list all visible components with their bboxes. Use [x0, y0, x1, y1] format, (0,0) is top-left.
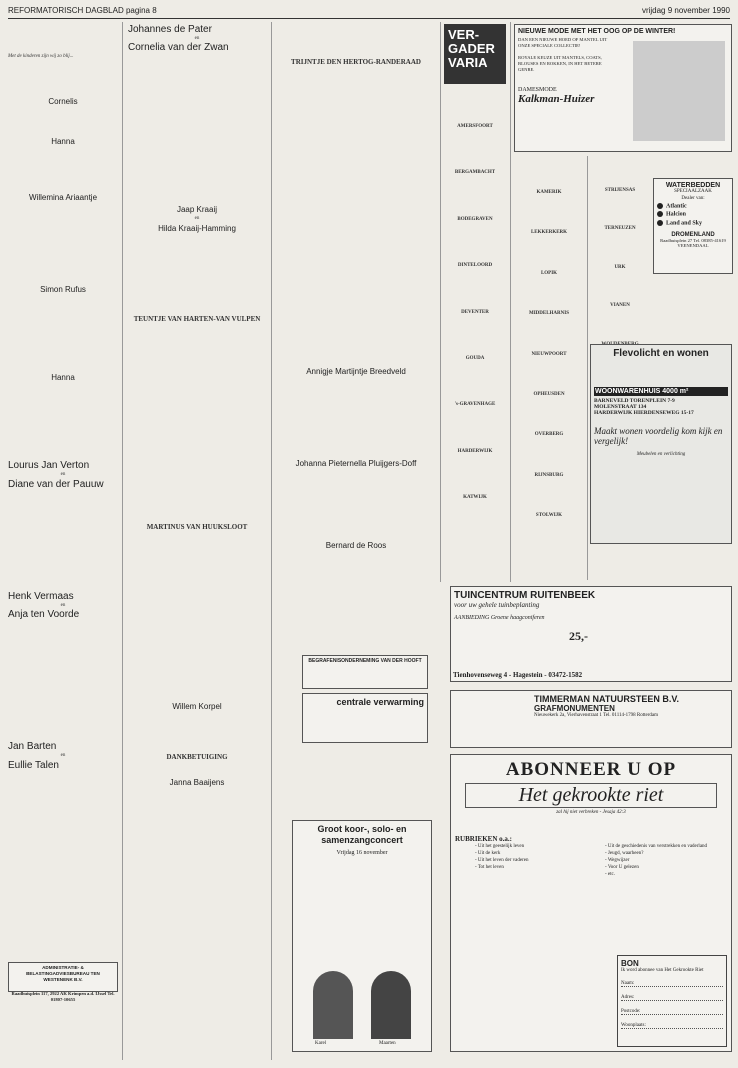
meeting-place: BERGAMBACHT	[454, 170, 496, 176]
rubriek-item: - Uit het geestelijk leven	[475, 844, 525, 849]
meeting-list	[514, 190, 584, 520]
photo-caption: Karel	[315, 1041, 327, 1046]
header-left: REFORMATORISCH DAGBLAD pagina 8	[8, 6, 157, 15]
rubriek-list	[605, 843, 715, 878]
meeting-place: STOLWIJK	[535, 513, 563, 519]
advertisement-timmerman	[450, 690, 732, 748]
advertisement-fashion	[514, 24, 732, 152]
announcement-name: Eullie Talen	[8, 759, 59, 771]
rubriek-item: - Tot het leven	[475, 865, 504, 870]
meeting-place: KAMERIK	[536, 190, 562, 195]
ad-subtitle: GRAFMONUMENTEN	[534, 704, 615, 713]
ad-text: ROYALE KEUZE UIT MANTELS, COATS, BLOUSES EN ROKKEN, IN HET BETERE GENRE.	[518, 55, 602, 72]
page-header	[8, 4, 730, 19]
meeting-place: MIDDELHARNIS	[528, 311, 569, 317]
obituary-name: TRIJNTJE DEN HERTOG-RANDERAAD	[291, 58, 421, 66]
form-field[interactable]: Woonplaats:	[621, 1023, 723, 1029]
advertisement-waterbedden	[653, 178, 733, 274]
ad-date: Vrijdag 16 november	[336, 850, 388, 856]
rubriek-item: - Uit de geschiedenis van verstrekken en vaderland	[605, 844, 708, 849]
rubriek-item: - Voor U gelezen	[605, 865, 639, 870]
advertisement-heating	[302, 693, 428, 743]
ad-address: Tienhovenseweg 4 - Hagestein - 03472-1582	[453, 671, 583, 679]
photo-caption: Maarten	[379, 1041, 396, 1046]
meeting-place: LEKKERKERK	[530, 230, 568, 236]
meeting-place: HARDERWIJK	[457, 448, 493, 454]
ad-slogan: Maakt wonen voordelig kom kijk en vergelijk!	[594, 426, 723, 446]
column-5a	[514, 156, 584, 580]
advertisement-flevolicht	[590, 344, 732, 544]
obituary-name: Annigje Martijntje Breedveld	[306, 367, 406, 376]
form-title: BON	[621, 959, 639, 968]
advertisement-abonneer	[450, 754, 732, 1052]
ad-script: Het gekrookte riet	[465, 783, 717, 808]
meeting-place: NIEUWPOORT	[531, 351, 567, 357]
meeting-place: VIANEN	[610, 303, 630, 309]
ad-title: Groot koor-, solo- en samenzangconcert	[317, 824, 407, 845]
rubriek-item: - etc.	[605, 872, 615, 877]
brand-list	[657, 203, 729, 226]
brand-item: Land and Sky	[657, 220, 729, 226]
meeting-place: OPHEUSDEN	[533, 392, 565, 398]
obituary-name: MARTINUS VAN HUUKSLOOT	[146, 522, 248, 531]
ad-subtitle: DAN EEN NIEUWE HOED OF MANTEL UIT ONZE SPECIALE COLLECTIE!	[518, 37, 608, 48]
meeting-list	[444, 124, 506, 502]
column-4	[444, 24, 506, 580]
meeting-list	[590, 188, 650, 348]
column-rule	[510, 22, 511, 582]
meeting-place: DINTELOORD	[457, 263, 493, 269]
ad-title: WATERBEDDEN	[665, 182, 721, 189]
section-title: VER-GADER VARIA	[444, 24, 506, 84]
column-rule	[587, 156, 588, 580]
announcement-name: Diane van der Pauuw	[8, 478, 104, 490]
announcement-name: Hanna	[51, 137, 75, 147]
meeting-place: STRIJENSAS	[604, 188, 636, 193]
announcement-en: en	[60, 753, 66, 759]
obituary-name: Willem Korpel	[172, 701, 222, 711]
brand-item: Atlantic	[657, 203, 729, 209]
ad-subtitle: voor uw gehele tuinbeplanting	[454, 601, 540, 609]
ad-title: ABONNEER U OP	[505, 759, 677, 780]
ad-title: Flevolicht en wonen	[613, 348, 709, 359]
ad-footer: Meubelen en verlichting	[636, 452, 686, 457]
ad-address: Raadhuisplein 27 Tel. 08385-41619 VEENENDAAL	[660, 238, 726, 249]
form-field[interactable]: Naam:	[621, 981, 723, 987]
meeting-place: 's-GRAVENHAGE	[454, 402, 496, 408]
column-2: Johannes de Pater en Cornelia van der Zwan Jaap Kraaij en Hilda Kraaij-Hamming TEUNTJE VAN HARTEN-VAN VULPEN MARTINUS VAN HUUKSLOOT Willem Korpel DANKBETUIGING Janna Baaijens	[128, 24, 266, 1056]
ad-title: BEGRAFENISONDERNEMING VAN DER HOOFT	[308, 658, 422, 664]
ad-address: HARDERWIJK HIERDENSEWEG 15-17	[594, 410, 694, 416]
advertisement-bureau	[8, 962, 118, 1002]
column-rule	[440, 22, 441, 582]
announcement-en: en	[60, 602, 66, 608]
ad-label: RUBRIEKEN o.a.:	[455, 835, 512, 843]
meeting-place: LOPIK	[540, 270, 558, 276]
announcement-name: Jan Barten	[8, 741, 57, 753]
fashion-photo	[633, 41, 725, 141]
announcement-name: Simon Rufus	[40, 285, 86, 295]
ad-title: TIMMERMAN NATUURSTEEN B.V.	[534, 694, 680, 704]
advertisement-tuincentrum	[450, 586, 732, 682]
announcement-text: Met de kinderen zijn wij zo blij...	[8, 54, 74, 59]
meeting-place: OVERBERG	[534, 432, 564, 438]
meeting-place: TERNEUZEN	[604, 226, 636, 232]
ad-price: 25,-	[569, 629, 588, 643]
ad-title: centrale verwarming	[336, 697, 424, 707]
ad-title: TUINCENTRUM RUITENBEEK	[454, 590, 596, 601]
rubriek-item: - Wegwijzer	[605, 858, 630, 863]
announcement-name: Cornelis	[48, 97, 78, 107]
ad-address: Nieuwekerk 2a, Vierhavenstraat 1 Tel. 01114-1798 Rotterdam	[534, 713, 659, 718]
form-fields	[621, 981, 723, 1029]
obituary-name: Johannes de Pater	[128, 24, 212, 35]
ad-label: Dealer van:	[681, 196, 705, 201]
meeting-place: KATWIJK	[463, 495, 487, 501]
rubriek-item: - Jeugd, waarheen?	[605, 851, 644, 856]
announcement-name: Hanna	[51, 373, 75, 383]
bullet-icon	[657, 203, 663, 209]
rubriek-item: - Uit het leven der vaderen	[475, 858, 529, 863]
meeting-place: BODEGRAVEN	[457, 216, 493, 222]
ad-address: Raadhuisplein 117, 2922 AK Krimpen a.d. IJssel Tel. 01807-10655	[11, 991, 115, 1002]
obituary-name: Bernard de Roos	[325, 541, 387, 550]
form-text: Ik word abonnee van Het Gekrookte Riet	[621, 968, 704, 973]
section-heading: DANKBETUIGING	[166, 752, 228, 761]
bullet-icon	[657, 220, 663, 226]
ad-subtitle: WOONWARENHUIS 4000 m²	[594, 387, 728, 396]
announcement-name: Lourus Jan Verton	[8, 460, 90, 472]
brand-item: Halcion	[657, 211, 729, 217]
meeting-place: GOUDA	[465, 356, 485, 362]
advertisement-concert	[292, 820, 432, 1052]
meeting-place: AMERSFOORT	[457, 124, 493, 129]
ad-verse: zal hij niet verbreken - Jesaja 42:3	[556, 810, 626, 815]
subscription-form	[617, 955, 727, 1047]
rubriek-item: - Uit de kerk	[475, 851, 501, 856]
person-photo	[371, 971, 411, 1039]
ad-brand: Kalkman-Huizer	[518, 93, 595, 105]
column-1	[8, 24, 118, 1056]
announcement-en: en	[60, 472, 66, 478]
announcement-name: Henk Vermaas	[8, 590, 74, 602]
ad-address: MOLENSTRAAT 134	[594, 404, 647, 410]
bullet-icon	[657, 211, 663, 217]
obituary-name: Jaap Kraaij	[176, 205, 218, 215]
obituary-name: TEUNTJE VAN HARTEN-VAN VULPEN	[133, 314, 261, 323]
ad-offer: AANBIEDING Groene haagconiferen	[454, 615, 545, 621]
meeting-place: DEVENTER	[461, 309, 489, 315]
announcement-name: Willemina Ariaantje	[28, 193, 98, 203]
ad-subtitle: SPECIAALZAAK	[674, 189, 712, 194]
form-field[interactable]: Postcode:	[621, 1009, 723, 1015]
ad-title: NIEUWE MODE MET HET OOG OP DE WINTER!	[518, 28, 676, 35]
form-field[interactable]: Adres:	[621, 995, 723, 1001]
announcement-name: Anja ten Voorde	[8, 609, 80, 621]
ad-title: ADMINISTRATIE- & BELASTINGADVIESBUREAU TEN WESTENENK B.V.	[26, 965, 100, 982]
obituary-name: Janna Baaijens	[169, 777, 225, 787]
rubriek-list	[455, 843, 605, 878]
ad-address: BARNEVELD TORENPLEIN 7-9	[594, 398, 675, 404]
header-right: vrijdag 9 november 1990	[641, 6, 730, 15]
meeting-place: RIJNSBURG	[534, 472, 564, 478]
advertisement-funeral	[302, 655, 428, 689]
obituary-name: Cornelia van der Zwan	[128, 42, 229, 54]
obituary-name: Hilda Kraaij-Hamming	[158, 223, 236, 233]
column-rule	[122, 22, 123, 1060]
obituary-name: Johanna Pieternella Pluijgers-Doff	[295, 459, 417, 468]
person-photo	[313, 971, 353, 1039]
ad-logo: DROMENLAND	[671, 232, 715, 239]
ad-label: DAMESMODE	[518, 87, 557, 93]
column-rule	[271, 22, 272, 1060]
meeting-place: URK	[614, 264, 626, 270]
